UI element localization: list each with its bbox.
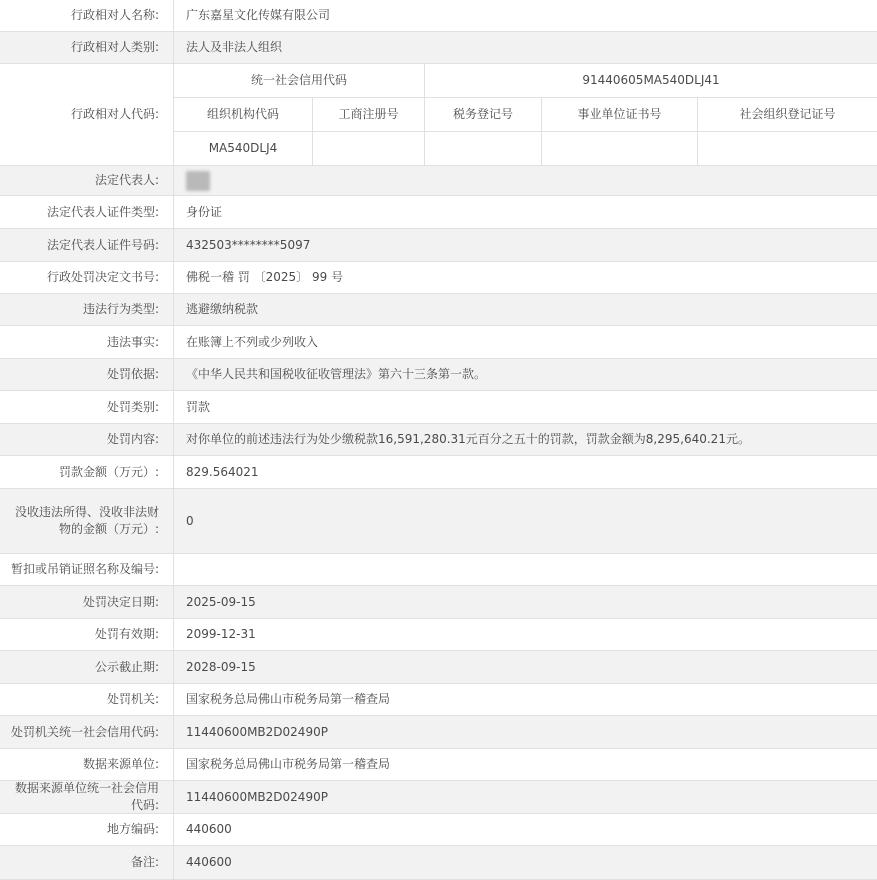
code-header-cell: 组织机构代码: [174, 98, 313, 131]
code-value-cell: MA540DLJ4: [174, 132, 313, 165]
table-row: [0, 0, 877, 32]
code-values-row: [174, 132, 877, 165]
row-value: 逃避缴纳税款: [186, 302, 259, 316]
party-code-grid: [174, 64, 877, 165]
row-label: 地方编码:: [0, 814, 174, 845]
code-headers-row: [174, 98, 877, 132]
party-code-subtable: [174, 64, 877, 165]
row-label: 公示截止期:: [0, 651, 174, 683]
row-value: 罚款: [186, 399, 211, 414]
table-row: [0, 326, 877, 359]
row-label: 罚款金额（万元）:: [0, 456, 174, 488]
row-label: 法定代表人证件号码:: [0, 229, 174, 261]
table-row: [0, 196, 877, 229]
row-label: 处罚有效期:: [0, 619, 174, 650]
table-row: [0, 166, 877, 196]
row-label: 数据来源单位统一社会信用代码:: [0, 781, 174, 813]
row-label: 处罚机关:: [0, 684, 174, 715]
row-value: 2025-09-15: [186, 594, 256, 609]
code-header-cell: 税务登记号: [425, 98, 542, 131]
row-value: 在账簿上不列或少列收入: [186, 334, 319, 349]
code-value-cell: [313, 132, 425, 165]
row-value: 432503********5097: [186, 237, 311, 252]
row-value: 11440600MB2D02490P: [186, 789, 328, 804]
row-label: 数据来源单位:: [0, 749, 174, 780]
table-row: [0, 32, 877, 64]
row-label: 行政处罚决定文书号:: [0, 262, 174, 293]
row-label: 违法事实:: [0, 326, 174, 358]
row-value: 2028-09-15: [186, 659, 256, 674]
code-value-cell: [425, 132, 542, 165]
row-label: 法定代表人证件类型:: [0, 196, 174, 228]
row-value: 829.564021: [186, 464, 259, 479]
row-value: 《中华人民共和国税收征收管理法》第六十三条第一款。: [186, 367, 487, 381]
row-label: 行政相对人代码:: [0, 64, 174, 165]
row-value: 对你单位的前述违法行为处少缴税款16,591,280.31元百分之五十的罚款，罚款金额为8,295,640.21元。: [186, 432, 750, 446]
row-value: 0: [186, 513, 194, 528]
code-header-cell: 工商注册号: [313, 98, 425, 131]
code-header-cell: 社会组织登记证号: [739, 107, 836, 121]
row-label: 暂扣或吊销证照名称及编号:: [0, 554, 174, 585]
row-label: 处罚机关统一社会信用代码:: [0, 716, 174, 748]
table-row: [0, 749, 877, 781]
row-label: 行政相对人类别:: [0, 32, 174, 63]
row-label: 行政相对人名称:: [0, 0, 174, 31]
row-label: 违法行为类型:: [0, 294, 174, 325]
row-label: 处罚内容:: [0, 424, 174, 455]
row-value: 佛税一稽 罚 〔2025〕 99 号: [186, 270, 344, 284]
row-value: 法人及非法人组织: [186, 40, 283, 54]
row-value: 广东嘉星文化传媒有限公司: [186, 8, 331, 22]
row-label: 法定代表人:: [0, 166, 174, 195]
row-value: 国家税务总局佛山市税务局第一稽查局: [186, 692, 391, 706]
table-row: [0, 424, 877, 456]
table-row: [0, 651, 877, 684]
table-row: [0, 359, 877, 391]
code-header-cell: 事业单位证书号: [542, 98, 698, 131]
row-value: 国家税务总局佛山市税务局第一稽查局: [186, 757, 391, 771]
table-row: [0, 846, 877, 880]
row-label: 处罚类别:: [0, 391, 174, 423]
table-row: [0, 456, 877, 489]
credit-code-row: [174, 64, 877, 98]
table-row: [0, 64, 877, 166]
row-value: 440600: [186, 855, 232, 869]
credit-code-header-cell: 统一社会信用代码: [174, 64, 425, 97]
table-row: [0, 262, 877, 294]
row-value: 2099-12-31: [186, 627, 256, 641]
row-label: 备注:: [0, 846, 174, 879]
code-value-cell: [542, 132, 698, 165]
table-row: [0, 619, 877, 651]
table-row: [0, 391, 877, 424]
row-label: 处罚决定日期:: [0, 586, 174, 618]
redacted-name-block: [186, 171, 210, 191]
table-row: [0, 781, 877, 814]
row-value: [174, 166, 877, 195]
table-row: [0, 294, 877, 326]
table-row: [0, 489, 877, 554]
table-row: [0, 814, 877, 846]
row-value: 身份证: [186, 204, 223, 219]
row-value: 11440600MB2D02490P: [186, 724, 328, 739]
table-row: [0, 684, 877, 716]
table-row: [0, 586, 877, 619]
credit-code-value-cell: 91440605MA540DLJ41: [582, 73, 720, 87]
row-value: [174, 554, 877, 585]
row-label: 没收违法所得、没收非法财物的金额（万元）:: [0, 489, 174, 553]
row-value: 440600: [186, 822, 232, 836]
table-row: [0, 554, 877, 586]
table-row: [0, 229, 877, 262]
table-row: [0, 716, 877, 749]
code-value-cell: [698, 132, 877, 165]
row-label: 处罚依据:: [0, 359, 174, 390]
